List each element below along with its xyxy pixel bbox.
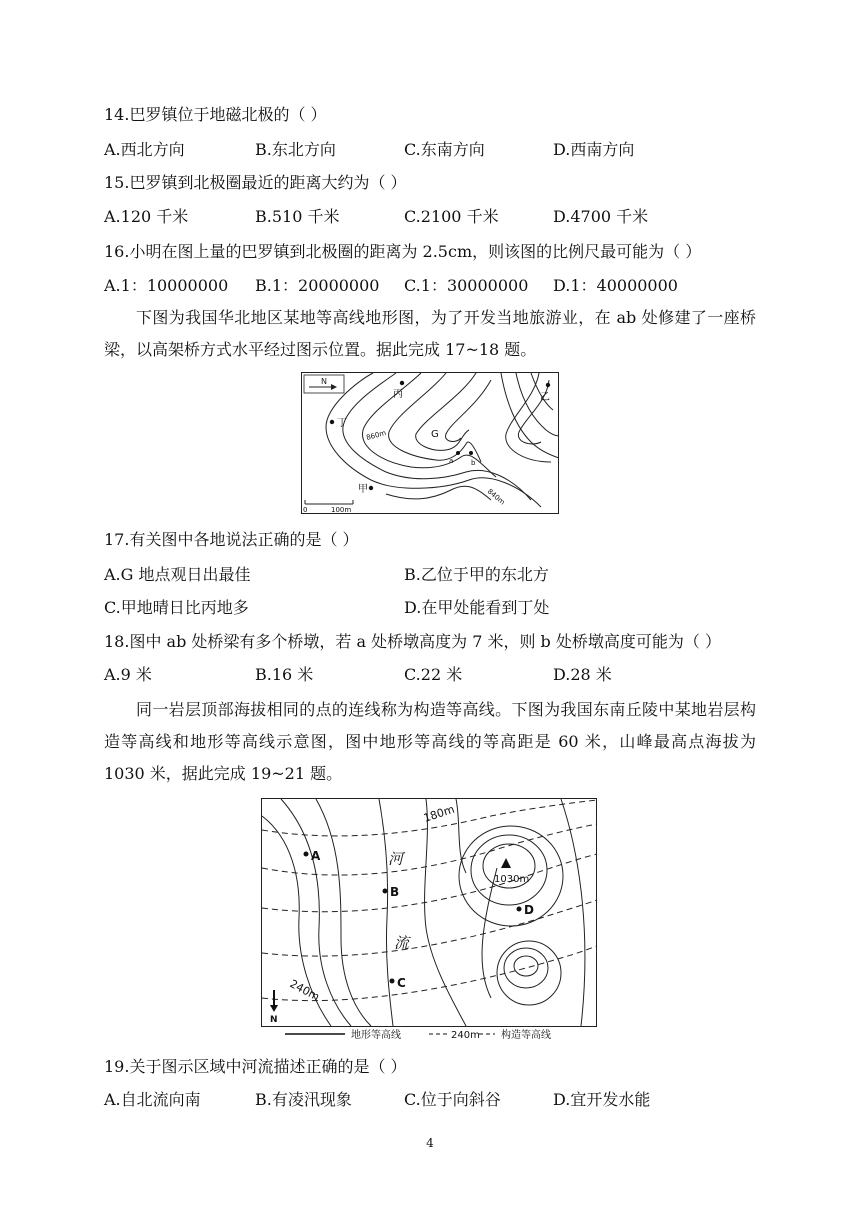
label-yi: 乙 bbox=[540, 392, 550, 403]
river-char-2: 流 bbox=[394, 934, 410, 952]
contour-map-17-18 bbox=[301, 372, 559, 514]
contour-label-240: 240m bbox=[287, 977, 322, 1004]
q18-option-d: D.28 米 bbox=[553, 665, 612, 684]
q19-option-b: B.有凌汛现象 bbox=[255, 1090, 352, 1109]
scale-dist: 100m bbox=[331, 506, 352, 514]
question-16-stem: 16.小明在图上量的巴罗镇到北极圈的距离为 2.5cm，则该图的比例尺最可能为（ ） bbox=[104, 242, 702, 261]
label-B: B bbox=[390, 885, 400, 899]
q19-option-d: D.宜开发水能 bbox=[553, 1090, 651, 1109]
q15-option-d: D.4700 千米 bbox=[553, 207, 649, 226]
q19-option-a: A.自北流向南 bbox=[104, 1090, 201, 1109]
contour-label-180: 180m bbox=[421, 802, 457, 825]
point-b bbox=[469, 451, 473, 455]
map2-north-label: N bbox=[270, 1015, 278, 1025]
contour-label-840: 840m bbox=[485, 487, 507, 507]
q15-option-a: A.120 千米 bbox=[104, 207, 189, 226]
q16-option-c: C.1：30000000 bbox=[404, 276, 529, 295]
point-a bbox=[456, 451, 460, 455]
label-ding: 丁 bbox=[337, 418, 347, 429]
question-17-stem: 17.有关图中各地说法正确的是（ ） bbox=[104, 530, 359, 549]
point-bing bbox=[400, 381, 404, 385]
q18-option-a: A.9 米 bbox=[104, 665, 152, 684]
q17-option-b: B.乙位于甲的东北方 bbox=[404, 565, 549, 584]
contour-label-860: 860m bbox=[365, 428, 388, 442]
question-14-stem: 14.巴罗镇位于地磁北极的（ ） bbox=[104, 105, 327, 124]
q19-option-c: C.位于向斜谷 bbox=[404, 1090, 501, 1109]
point-ding bbox=[330, 420, 334, 424]
legend-structure-value: 240m bbox=[451, 1030, 480, 1041]
question-19-stem: 19.关于图示区域中河流描述正确的是（ ） bbox=[104, 1057, 407, 1076]
point-B bbox=[383, 889, 388, 894]
q16-option-b: B.1：20000000 bbox=[255, 276, 380, 295]
question-15-stem: 15.巴罗镇到北极圈最近的距离大约为（ ） bbox=[104, 173, 407, 192]
scale-zero: 0 bbox=[303, 506, 308, 514]
q17-option-d: D.在甲处能看到丁处 bbox=[404, 598, 550, 617]
q16-option-d: D.1：40000000 bbox=[553, 276, 678, 295]
label-A: A bbox=[311, 849, 321, 863]
legend-structure-label: 构造等高线 bbox=[501, 1030, 551, 1041]
question-18-stem: 18.图中 ab 处桥梁有多个桥墩，若 a 处桥墩高度为 7 米，则 b 处桥墩高度可能为（ ） bbox=[104, 632, 721, 651]
q18-option-c: C.22 米 bbox=[404, 665, 463, 684]
q15-option-c: C.2100 千米 bbox=[404, 207, 499, 226]
structure-contour-map-19-21 bbox=[261, 798, 599, 1046]
q14-option-d: D.西南方向 bbox=[553, 140, 635, 159]
point-jia bbox=[369, 486, 373, 490]
label-bing: 丙 bbox=[393, 389, 403, 400]
q15-option-b: B.510 千米 bbox=[255, 207, 340, 226]
point-D bbox=[517, 907, 522, 912]
north-label: N bbox=[321, 377, 327, 386]
q14-option-c: C.东南方向 bbox=[404, 140, 485, 159]
label-G: G bbox=[431, 429, 439, 440]
q16-option-a: A.1：10000000 bbox=[104, 276, 229, 295]
label-D: D bbox=[524, 903, 534, 917]
label-C: C bbox=[397, 976, 406, 990]
label-a: a bbox=[449, 457, 454, 465]
label-jia: 甲 bbox=[358, 484, 368, 495]
q14-option-a: A.西北方向 bbox=[104, 140, 185, 159]
intro-paragraph-17-18: 下图为我国华北地区某地等高线地形图，为了开发当地旅游业，在 ab 处修建了一座桥梁，以高架桥方式水平经过图示位置。据此完成 17~18 题。 bbox=[104, 308, 756, 359]
q17-option-a: A.G 地点观日出最佳 bbox=[104, 565, 251, 584]
intro-paragraph-19-21: 同一岩层顶部海拔相同的点的连线称为构造等高线。下图为我国东南丘陵中某地岩层构造等高线和地形等高线示意图，图中地形等高线的等高距是 60 米，山峰最高点海拔为 1030 米，据此完成 19~21 题。 bbox=[104, 700, 756, 783]
q18-option-b: B.16 米 bbox=[255, 665, 314, 684]
legend-terrain-label: 地形等高线 bbox=[351, 1030, 401, 1041]
point-A bbox=[304, 852, 309, 857]
river-char-1: 河 bbox=[388, 850, 404, 868]
peak-label: 1030m bbox=[494, 874, 530, 885]
point-C bbox=[390, 979, 395, 984]
q17-option-c: C.甲地晴日比丙地多 bbox=[104, 598, 249, 617]
q14-option-b: B.东北方向 bbox=[255, 140, 336, 159]
point-yi bbox=[546, 383, 550, 387]
page-number: 4 bbox=[426, 1136, 434, 1150]
label-b: b bbox=[471, 459, 476, 467]
map1-frame bbox=[302, 373, 559, 514]
